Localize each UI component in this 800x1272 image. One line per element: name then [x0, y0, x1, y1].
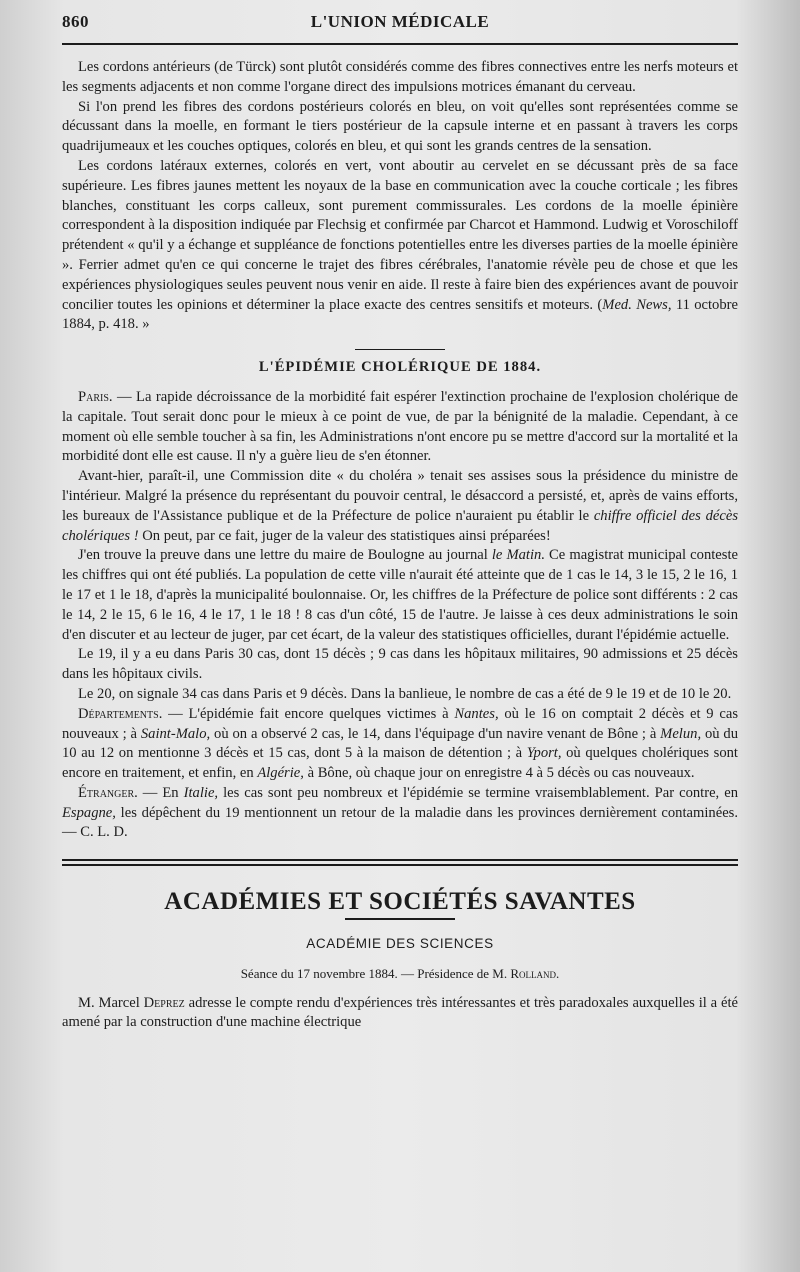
commission-text-1: Avant-hier, paraît-il, une Commission dite « du choléra » tenait ses assises sous la présidence du ministre de l'intérieur. Malgré la présence du représentant du pouvoir central, le désaccord a persisté, et, après de vains efforts, les bureaux de l'Assistance publique et de la Préfecture de police n'auraient pu établir le: [62, 468, 738, 524]
citation: (Med. News, 11 octobre 1884, p. 418. »: [62, 296, 738, 333]
citation-journal: Med. News,: [602, 296, 672, 313]
paragraph-paris: [62, 388, 738, 467]
academies-title: ACADÉMIES ET SOCIÉTÉS SAVANTES: [164, 888, 636, 916]
deprez-name: Deprez: [143, 994, 185, 1011]
paragraph-posterior-cords: Si l'on prend les fibres des cordons postérieurs colorés en bleu, on voit qu'elles sont représentées comme se décussant dans la moelle, en formant le tiers postérieur de la capsule interne et en passant à travers les corps quadrijumeaux et les couches optiques, colorés en bleu, et qui sont les grands centres de la sensation.: [62, 98, 738, 155]
departements-t2: où le 16 on comptait 2 décès et 9 cas nouveaux ; à: [62, 705, 739, 742]
departements-i3: Melun,: [660, 725, 702, 742]
departements-i2: Saint-Malo,: [140, 725, 211, 742]
boulogne-text-1: J'en trouve la preuve dans une lettre du maire de Boulogne au journal: [78, 547, 492, 564]
departements-t6: à Bône, où chaque jour on enregistre 4 à 5 décès ou cas nouveaux.: [303, 765, 695, 782]
departements-t1: — L'épidémie fait encore quelques victimes à: [162, 705, 455, 722]
etranger-i1: Italie,: [183, 784, 219, 801]
academies-separator: [345, 918, 455, 920]
paragraph-commission: [62, 467, 738, 546]
paris-text: — La rapide décroissance de la morbidité fait espérer l'extinction prochaine de l'explosion cholérique de la capitale. Tout serait donc pour le mieux à ce point de vue, de par la bénignité de la maladie. Cependant, à ce moment où elle semble toucher à sa fin, les Administrations n'ont encore pu se mettre d'accord sur la mortalité et la morbidité dont elle est cause. Il n'y a guère lieu de s'en étonner.: [62, 388, 738, 465]
article-body: [62, 58, 738, 1033]
departements-i1: Nantes,: [454, 705, 499, 722]
paragraph-etranger: [62, 784, 738, 843]
etranger-t2: les cas sont peu nombreux et l'épidémie se termine vraisemblablement. Par contre, en: [218, 784, 738, 801]
paragraph-19: Le 19, il y a eu dans Paris 30 cas, dont 15 décès ; 9 cas dans les hôpitaux militaires, 90 admissions et 25 décès dans les hôpitaux civils.: [62, 646, 738, 683]
paragraph-boulogne: [62, 546, 738, 645]
paragraph-anterior-cords: Les cordons antérieurs (de Türck) sont plutôt considérés comme des fibres connectives entre les nerfs moteurs et les segments adjacents et non comme l'organe direct des impulsions motrices émanant du cerveau.: [62, 59, 738, 95]
paragraph-deprez: [62, 994, 738, 1034]
section-title: L'ÉPIDÉMIE CHOLÉRIQUE DE 1884.: [258, 359, 542, 376]
departements-t3: où on a observé 2 cas, le 14, dans l'équipage d'un navire venant de Bône ; à: [210, 725, 661, 742]
paragraph-20: Le 20, on signale 34 cas dans Paris et 9 décès. Dans la banlieue, le nombre de cas a été de 9 le 19 et de 10 le 20.: [78, 685, 732, 702]
paragraph-lateral-text: Les cordons latéraux externes, colorés en vert, vont aboutir au cervelet en se décussant près de sa face supérieure. Les fibres jaunes mettent les noyaux de la base en communication avec la couche corticale ; les fibres blanches, constituant les corps calleux, sont purement commissurales. Les cordons de la moelle épinière correspondent à la disposition indiquée par Flechsig et confirmée par Charcot et Hammond. Ludwig et Voroschiloff prétendent « qu'il y a échange et suppléance de fonctions potentielles entre les diverses parties de la moelle épinière ». Ferrier admet qu'en ce qui concerne le trajet des fibres cérébrales, l'anatomie révèle peu de chose et que les expériences physiologiques seules peuvent nous venir en aide. Il reste à faire bien des expériences avant de pouvoir concilier toutes les opinions et déterminer la place exacte des centres sensitifs et moteurs.: [62, 157, 738, 313]
etranger-lead: Étranger.: [78, 784, 138, 801]
departements-lead: Départements.: [78, 705, 163, 722]
paris-lead: Paris.: [78, 388, 113, 405]
etranger-i2: Espagne,: [62, 804, 116, 821]
header-rule: [62, 43, 738, 45]
etranger-t3: les dépêchent du 19 mentionnent un retour de la maladie dans les provinces dernièrement contaminées. — C. L. D.: [62, 804, 738, 841]
boulogne-text-2: Ce magistrat municipal conteste les chiffres qui ont été publiés. La population de cette ville n'aurait été atteinte que de 1 cas le 14, 3 le 15, 2 le 16, 1 le 17 et 1 le 18, d'après la municipalité boulonnaise. Or, les chiffres de la Préfecture de police sont différents : 2 cas le 14, 2 le 15, 6 le 16, 4 le 17, 1 le 18 ! 8 cas d'un côté, 15 de l'autre. Je laisse à ces deux administrations le soin d'en discuter et au lecteur de juger, par cet écart, de la valeur des statistiques officielles, durant l'épidémie actuelle.: [62, 547, 738, 643]
commission-italic: chiffre officiel des décès cholériques !: [62, 507, 738, 544]
commission-text-2: On peut, par ce fait, juger de la valeur des statistiques ainsi préparées!: [138, 527, 551, 544]
departements-t4: où du 10 au 12 on mentionne 3 décès et 15 cas, dont 5 à la maison de détention ; à: [62, 725, 739, 762]
departements-t5: où quelques cholériques sont encore en traitement, et enfin, en: [62, 745, 738, 782]
departements-i4: Yport,: [526, 745, 562, 762]
boulogne-italic: le Matin.: [491, 547, 545, 564]
page-number: 860: [62, 12, 89, 31]
section-separator: [355, 349, 445, 350]
page-header: [62, 12, 738, 36]
double-rule: [62, 859, 738, 866]
running-title: L'UNION MÉDICALE: [310, 12, 490, 31]
seance-text: Séance du 17 novembre 1884. — Présidence de M.: [240, 965, 511, 981]
academie-subtitle: ACADÉMIE DES SCIENCES: [306, 936, 494, 952]
departements-i5: Algérie,: [257, 765, 304, 782]
paragraph-lateral-cords: [62, 157, 738, 335]
paragraph-departements: [62, 705, 738, 784]
seance-president: Rolland.: [510, 965, 560, 981]
deprez-text: adresse le compte rendu d'expériences très intéressantes et très paradoxales auxquelles il a été amené par la construction d'une machine électrique: [62, 994, 738, 1031]
etranger-t1: — En: [137, 784, 184, 801]
seance-line: [62, 964, 738, 984]
citation-rest: 11 octobre 1884, p. 418. »: [62, 296, 738, 333]
deprez-lead: M. Marcel: [78, 994, 144, 1011]
